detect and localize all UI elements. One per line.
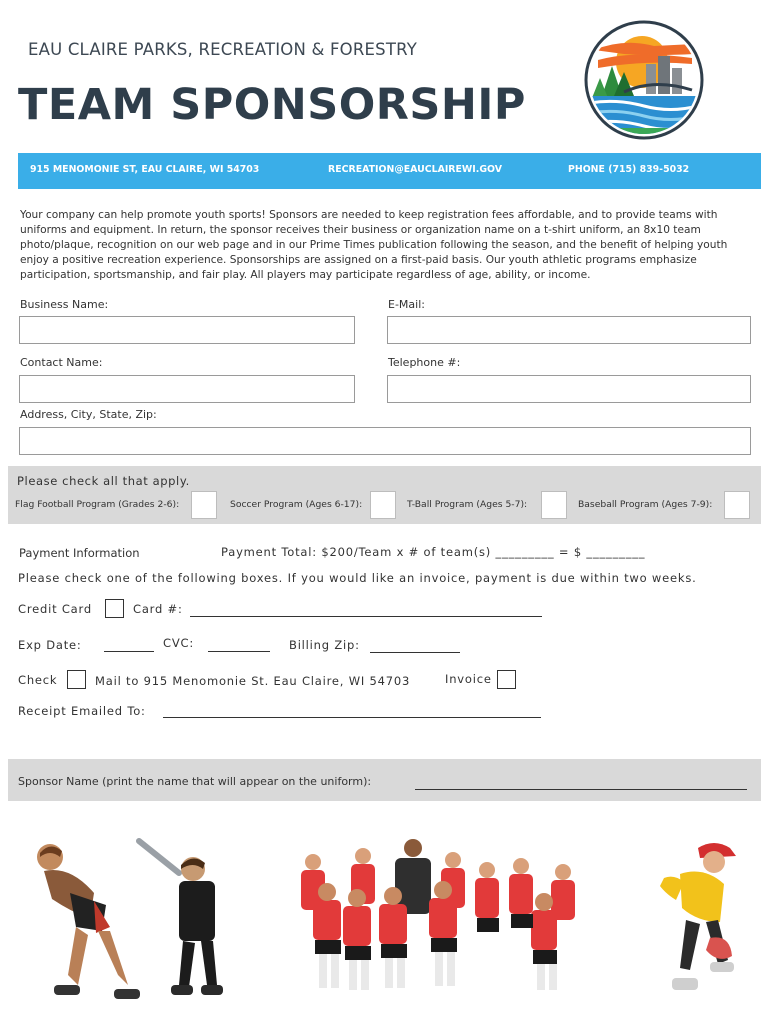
photo-soccer-team: [295, 838, 590, 1000]
telephone-input[interactable]: [387, 375, 751, 403]
card-number-line[interactable]: [190, 616, 542, 617]
billing-zip-line[interactable]: [370, 652, 460, 653]
billing-zip-label: Billing Zip:: [289, 638, 360, 652]
payment-heading: Payment Information: [19, 546, 140, 560]
check-checkbox[interactable]: [67, 670, 86, 689]
email-input[interactable]: [387, 316, 751, 344]
program-label-soccer: Soccer Program (Ages 6-17):: [230, 499, 363, 510]
check-label: Check: [18, 673, 58, 687]
photo-baseball-kid: [640, 838, 750, 1003]
mail-to-text: Mail to 915 Menomonie St. Eau Claire, WI 54703: [95, 674, 411, 688]
payment-total: Payment Total: $200/Team x # of team(s) _________ = $ _________: [221, 545, 646, 559]
intro-paragraph: Your company can help promote youth sports! Sponsors are needed to keep registration fees affordable, and to provide teams with uniforms and equipment. In return, the sponsor receives their business or organization name on a t-shirt uniform, an 8x10 team photo/plaque, recognition on our web page and in our Prime Times publication following the season, and the benefit of helping youth enjoy a positive recreation experience. Sponsorships are assigned on a first-paid basis. Our youth athletic programs emphasize participation, sportsmanship, and fair play. All players may participate regardless of age, ability, or income.: [20, 209, 728, 281]
program-checkbox-baseball[interactable]: [724, 491, 750, 519]
invoice-label: Invoice: [445, 672, 492, 686]
receipt-label: Receipt Emailed To:: [18, 704, 146, 718]
programs-instruction: Please check all that apply.: [17, 474, 190, 488]
exp-date-label: Exp Date:: [18, 638, 82, 652]
photo-flag-football-kid: [30, 835, 150, 1010]
contact-name-input[interactable]: [19, 375, 355, 403]
receipt-line[interactable]: [163, 717, 541, 718]
cvc-label: CVC:: [163, 636, 195, 650]
program-checkbox-tball[interactable]: [541, 491, 567, 519]
address-label: Address, City, State, Zip:: [20, 408, 157, 421]
credit-card-checkbox[interactable]: [105, 599, 124, 618]
sponsor-name-label: Sponsor Name (print the name that will appear on the uniform):: [18, 775, 372, 788]
credit-card-label: Credit Card: [18, 602, 92, 616]
exp-date-line[interactable]: [104, 651, 154, 652]
contact-email: RECREATION@EAUCLAIREWI.GOV: [328, 164, 502, 175]
business-name-input[interactable]: [19, 316, 355, 344]
program-checkbox-soccer[interactable]: [370, 491, 396, 519]
cvc-line[interactable]: [208, 651, 270, 652]
program-label-tball: T-Ball Program (Ages 5-7):: [407, 499, 528, 510]
organization-name: EAU CLAIRE PARKS, RECREATION & FORESTRY: [28, 40, 417, 59]
business-name-label: Business Name:: [20, 298, 109, 311]
photo-tball-kid: [135, 835, 235, 1010]
telephone-label: Telephone #:: [388, 356, 461, 369]
program-label-flag-football: Flag Football Program (Grades 2-6):: [15, 499, 180, 510]
sponsor-name-line[interactable]: [415, 789, 747, 790]
contact-address: 915 MENOMONIE ST, EAU CLAIRE, WI 54703: [30, 164, 260, 175]
page-title: TEAM SPONSORSHIP: [18, 80, 526, 130]
address-input[interactable]: [19, 427, 751, 455]
parks-logo: [584, 20, 704, 140]
payment-instruction: Please check one of the following boxes. If you would like an invoice, payment is due within two weeks.: [18, 571, 697, 585]
card-number-label: Card #:: [133, 602, 183, 616]
contact-bar: [18, 153, 761, 189]
program-label-baseball: Baseball Program (Ages 7-9):: [578, 499, 713, 510]
program-checkbox-flag-football[interactable]: [191, 491, 217, 519]
email-label: E-Mail:: [388, 298, 425, 311]
contact-name-label: Contact Name:: [20, 356, 103, 369]
contact-phone: PHONE (715) 839-5032: [568, 164, 690, 175]
invoice-checkbox[interactable]: [497, 670, 516, 689]
